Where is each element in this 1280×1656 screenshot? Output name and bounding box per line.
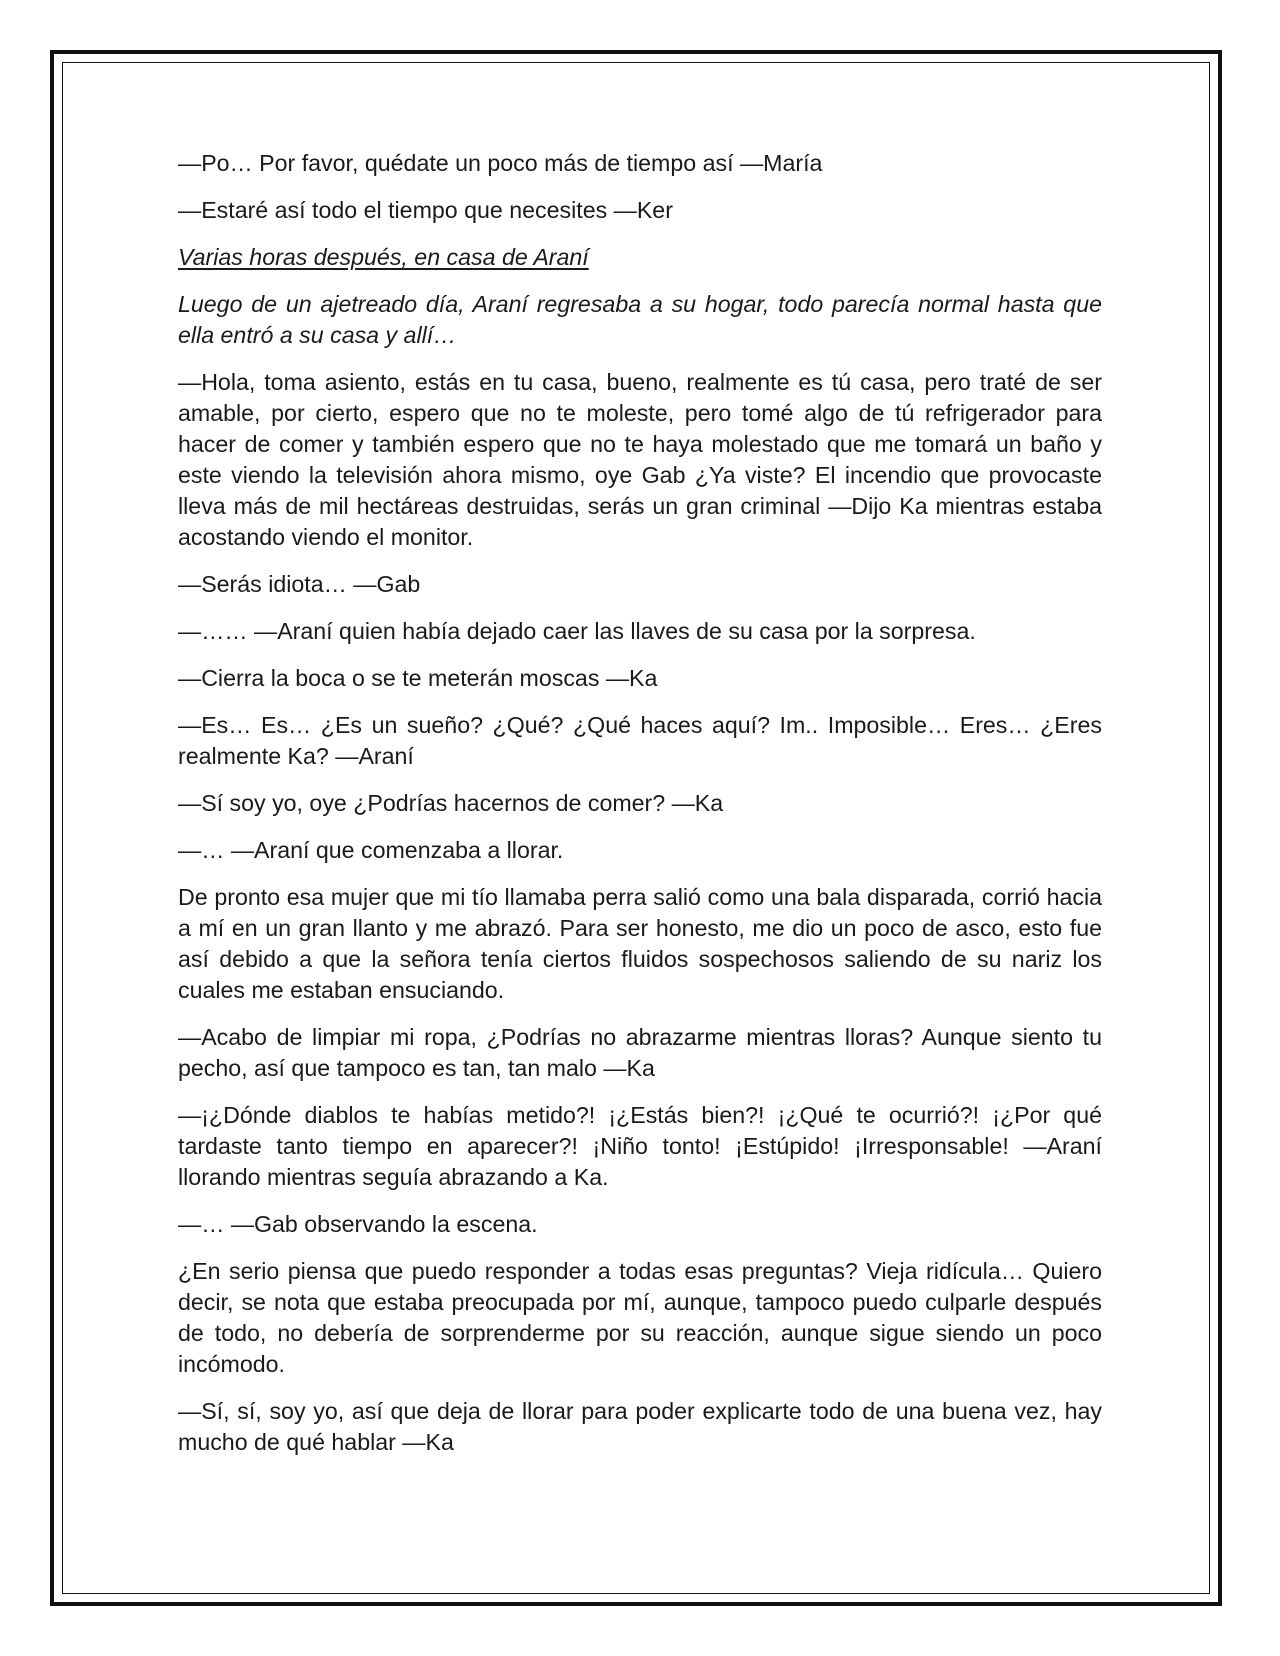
page-body: [178, 148, 1102, 1474]
scene-heading: Varias horas después, en casa de Araní: [178, 244, 589, 270]
dialogue-line: —¡¿Dónde diablos te habías metido?! ¡¿Estás bien?! ¡¿Qué te ocurrió?! ¡¿Por qué tardaste tanto tiempo en aparecer?! ¡Niño tonto! ¡Estúpido! ¡Irresponsable! —Araní llorando mientras seguía abrazando a Ka.: [178, 1102, 1102, 1190]
dialogue-line: —Cierra la boca o se te meterán moscas —Ka: [178, 665, 658, 691]
narration-paragraph: ¿En serio piensa que puedo responder a todas esas preguntas? Vieja ridícula… Quiero decir, se nota que estaba preocupada por mí, aunque, tampoco puedo culparle después de todo, no debería de sorprenderme por su reacción, aunque sigue siendo un poco incómodo.: [178, 1258, 1102, 1377]
dialogue-line: —Es… Es… ¿Es un sueño? ¿Qué? ¿Qué haces aquí? Im.. Imposible… Eres… ¿Eres realmente Ka? —Araní: [178, 712, 1102, 769]
scene-narration: Luego de un ajetreado día, Araní regresaba a su hogar, todo parecía normal hasta que ella entró a su casa y allí…: [178, 291, 1102, 348]
dialogue-line: —Sí, sí, soy yo, así que deja de llorar para poder explicarte todo de una buena vez, hay mucho de qué hablar —Ka: [178, 1398, 1102, 1455]
dialogue-line: —Estaré así todo el tiempo que necesites —Ker: [178, 197, 673, 223]
dialogue-line: —Sí soy yo, oye ¿Podrías hacernos de comer? —Ka: [178, 790, 724, 816]
narration-paragraph: De pronto esa mujer que mi tío llamaba perra salió como una bala disparada, corrió hacia a mí en un gran llanto y me abrazó. Para ser honesto, me dio un poco de asco, esto fue así debido a que la señora tenía ciertos fluidos sospechosos saliendo de su nariz los cuales me estaban ensuciando.: [178, 884, 1102, 1003]
dialogue-line: —Po… Por favor, quédate un poco más de tiempo así —María: [178, 150, 823, 176]
dialogue-line: —Acabo de limpiar mi ropa, ¿Podrías no abrazarme mientras lloras? Aunque siento tu pecho, así que tampoco es tan, tan malo —Ka: [178, 1024, 1102, 1081]
dialogue-line: —… —Araní que comenzaba a llorar.: [178, 837, 564, 863]
dialogue-line: —… —Gab observando la escena.: [178, 1211, 538, 1237]
dialogue-line: —Hola, toma asiento, estás en tu casa, bueno, realmente es tú casa, pero traté de ser amable, por cierto, espero que no te moleste, pero tomé algo de tú refrigerador para hacer de comer y también espero que no te haya molestado que me tomará un baño y este viendo la televisión ahora mismo, oye Gab ¿Ya viste? El incendio que provocaste lleva más de mil hectáreas destruidas, serás un gran criminal —Dijo Ka mientras estaba acostando viendo el monitor.: [178, 369, 1102, 550]
dialogue-line: —Serás idiota… —Gab: [178, 571, 421, 597]
dialogue-line: —…… —Araní quien había dejado caer las llaves de su casa por la sorpresa.: [178, 618, 976, 644]
